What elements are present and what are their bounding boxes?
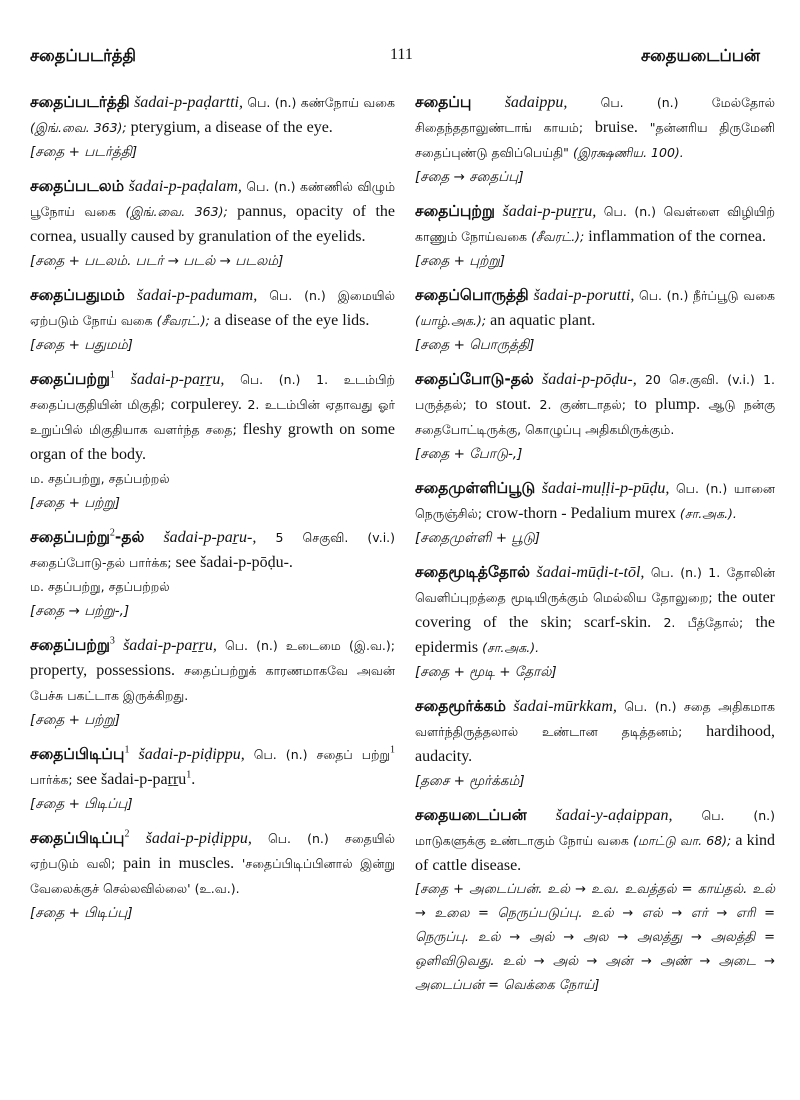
english-gloss: pannus, opacity of the cornea, usually caused by granulation of the eyelids. <box>30 203 395 245</box>
tamil-gloss: இமையில் ஏற்படும் நோய் வகை <box>30 288 396 328</box>
dictionary-entry <box>415 476 775 551</box>
tamil-gloss: சிதைந்ததாலுண்டாங் காயம்; <box>415 120 584 135</box>
english-gloss: an aquatic plant. <box>490 312 596 329</box>
transliteration: šadai-p-paḍalam, <box>128 178 242 195</box>
etymology: [சதை + பிடிப்பு] <box>30 796 133 812</box>
right-column <box>415 90 775 1007</box>
english-gloss: property, possessions. <box>30 662 175 679</box>
dictionary-entry <box>30 633 395 733</box>
etymology: [தசை + மூர்க்கம்] <box>415 773 525 789</box>
sense-1-tamil: 1. உடம்பிற் சதைப்பகுதியின் மிகுதி; <box>30 372 395 412</box>
etymology: [சதை + பதுமம்] <box>30 337 133 353</box>
sense-2-tamil: 2. பீத்தோல்; <box>663 615 744 630</box>
etymology: [சதை + பொருத்தி] <box>415 337 535 353</box>
headword: சதைப்படர்த்தி <box>30 93 130 111</box>
english-gloss: inflammation of the cornea. <box>588 228 766 245</box>
headword: சதைப்பிடிப்பு <box>30 829 125 847</box>
dictionary-entry <box>30 525 395 624</box>
english-gloss: crow-thorn - Pedalium murex <box>486 505 676 522</box>
etymology: [சதை → சதைப்பு] <box>415 169 524 185</box>
source-citation: (யாழ்.அக.); <box>415 313 487 328</box>
part-of-speech: பெ. (n.) <box>246 179 296 194</box>
tamil-gloss: மாடுகளுக்கு உண்டாகும் நோய் வகை <box>415 833 629 848</box>
headword: சதைப்பதுமம் <box>30 286 125 304</box>
dictionary-entry <box>415 560 775 685</box>
tamil-gloss: கண்ணில் விழும் பூநோய் வகை <box>30 179 396 219</box>
sense-2-english: the epidermis <box>415 614 776 656</box>
transliteration: šadai-p-paḍartti, <box>134 94 243 111</box>
homonym-number: 1 <box>124 744 130 756</box>
headword: சதைமூர்க்கம் <box>415 697 506 715</box>
gloss-homonym-number: 1 <box>186 769 192 781</box>
transliteration: šadai-p-piḍippu, <box>145 830 252 847</box>
english-gloss: bruise. <box>594 119 638 136</box>
part-of-speech: 20 செ.குவி. (v.i.) <box>644 372 755 387</box>
headword: சதைமூடித்தோல் <box>415 563 531 581</box>
part-of-speech: பெ. (n.) <box>639 288 689 303</box>
etymology: [சதை + புற்று] <box>415 253 505 269</box>
etymology: [சதை + பற்று] <box>30 712 120 728</box>
usage-example: 'சதைப்பிடிப்பினால் இன்று வேலைக்குச் செல்லவில்லை' (உ.வ.). <box>30 856 396 896</box>
sense-1-tamil: 1. தோலின் வெளிப்புறத்தை மூடியிருக்கும் மெல்லிய தோலுறை; <box>415 565 775 605</box>
source-citation: (சா.அக.). <box>482 640 540 655</box>
left-column <box>30 90 395 935</box>
etymology: [சதை + படர்த்தி] <box>30 144 138 160</box>
part-of-speech: பெ. (n.) <box>701 808 776 823</box>
gloss-homonym-number: 1 <box>390 744 396 756</box>
usage-example: சதைப்பற்றுக் காரணமாகவே அவன் பேச்சு பகட்டாக இருக்கிறது. <box>30 663 396 703</box>
headword: சதைப்பற்று <box>30 636 110 654</box>
headword: சதைப்பு <box>415 93 472 111</box>
transliteration: šadai-y-aḍaippan, <box>555 807 673 824</box>
sense-1-english: corpulerey. <box>170 396 242 413</box>
tamil-gloss: சதையில் ஏற்படும் வலி; <box>30 831 396 871</box>
etymology: [சதைமுள்ளி + பூடு] <box>415 530 541 546</box>
transliteration: šadai-p-padumam, <box>136 287 258 304</box>
usage-example: ஆடு நன்கு சதைபோட்டிருக்கு, கொழுப்பு அதிகமிருக்கும். <box>415 397 776 437</box>
etymology: [சதை + பிடிப்பு] <box>30 905 133 921</box>
part-of-speech: பெ. (n.) <box>675 481 728 496</box>
homonym-number: 1 <box>109 369 115 381</box>
source-citation: (சா.அக.). <box>679 506 737 521</box>
transliteration: šadai-p-pōḍu-, <box>542 371 637 388</box>
sense-1-tamil: 1. பருத்தல்; <box>415 372 776 412</box>
transliteration: šadai-p-puṟṟu, <box>502 203 597 220</box>
dictionary-entry <box>30 174 395 274</box>
dictionary-entry <box>415 694 775 794</box>
headword: சதைப்பிடிப்பு <box>30 745 125 763</box>
headword: சதைப்பொருத்தி <box>415 286 529 304</box>
dictionary-entry: சதைப்பிடிப்பு$^1$ šadai-p-piḍippu, பெ. (n.) சதைப் பற்று$^1$ பார்க்க; see šadai-p-paṟṟu$^1$. [சதை + பிடிப்பு] <box>30 742 395 817</box>
transliteration: šadai-mūrkkam, <box>513 698 617 715</box>
part-of-speech: பெ. (n.) <box>267 831 329 846</box>
page-number: 111 <box>390 46 413 63</box>
cognate: ம. சதப்பற்று, சதப்பற்றல் <box>30 579 170 594</box>
etymology: [சதை + அடைப்பன். உல் → உவ. உவத்தல் = காய்தல். உல் → உலை = நெருப்படுப்பு. உல் → எல் → எர் → எரி = நெருப்பு. உல் → அல் → அல → அலத்து → அலத்தி = ஒளிவிடுவது. உல் → அல் → அன் → அண் → அடை → அடைப்பன் = வெக்கை நோய்] <box>415 882 775 993</box>
part-of-speech: பெ. (n.) <box>650 565 702 580</box>
english-gloss: a disease of the eye lids. <box>213 312 370 329</box>
dictionary-entry <box>30 283 395 358</box>
source-citation: (சீவரட்.); <box>531 229 585 244</box>
english-gloss: hardihood, audacity. <box>415 723 776 765</box>
english-gloss: see šadai-p-pōḍu-. <box>175 554 293 571</box>
sense-2-english: fleshy growth on some organ of the body. <box>30 421 396 463</box>
tamil-gloss: நீர்ப்பூடு வகை <box>693 288 776 303</box>
part-of-speech: 5 செகுவி. (v.i.) <box>275 530 396 545</box>
headword: சதைப்பற்று <box>30 370 110 388</box>
homonym-number: 3 <box>109 635 115 647</box>
etymology: [சதை + மூடி + தோல்] <box>415 664 557 680</box>
sense-2-tamil: 2. உடம்பின் ஏதாவது ஓர் உறுப்பில் மிகுதியாக வளர்ந்த சதை; <box>30 397 395 437</box>
english-gloss: a kind of cattle disease. <box>415 832 776 874</box>
source-citation: (மாட்டு வா. 68); <box>633 833 732 848</box>
dictionary-entry <box>30 367 395 516</box>
tamil-gloss-tail: பார்க்க; <box>30 772 73 787</box>
headword: சதைப்போடு-தல் <box>415 370 534 388</box>
literary-quote: "தன்னரிய திருமேனி சதைப்புண்டு தவிப்பெய்தி" <box>415 120 776 160</box>
english-gloss: see šadai-p-paṟṟu <box>76 771 187 788</box>
etymology: [சதை → பற்று-,] <box>30 603 130 619</box>
part-of-speech: பெ. (n.) உடைமை (இ.வ.); <box>224 638 395 653</box>
dictionary-entry <box>30 826 395 926</box>
tamil-gloss: விழியிற் காணும் நோய்வகை <box>415 204 775 244</box>
part-of-speech: பெ. (n.) சதை <box>624 699 711 714</box>
sense-1-english: to stout. <box>475 396 532 413</box>
transliteration: šadai-p-paṟṟu, <box>123 637 217 654</box>
homonym-number: 2 <box>124 828 130 840</box>
source-citation: (இங்.வை. 363); <box>125 204 228 219</box>
running-head <box>30 46 760 70</box>
part-of-speech: பெ. (n.) <box>247 95 297 110</box>
part-of-speech: பெ. (n.) மேல்தோல் <box>600 95 775 110</box>
cognate: ம. சதப்பற்று, சதப்பற்றல் <box>30 471 170 486</box>
etymology: [சதை + படலம். படர் → படல் → படலம்] <box>30 253 284 269</box>
dictionary-entry <box>415 199 775 274</box>
transliteration: šadai-mūḍi-t-tōl, <box>536 564 645 581</box>
tamil-gloss: யானை நெருஞ்சில்; <box>415 481 776 521</box>
tamil-gloss: சதைப்போடு-தல் பார்க்க; <box>30 555 172 570</box>
headword: சதையடைப்பன் <box>415 806 527 824</box>
sense-1-english: the outer covering of the skin; scarf-skin. <box>415 589 776 631</box>
dictionary-entry <box>415 367 775 467</box>
transliteration: šadaippu, <box>504 94 568 111</box>
dictionary-entry <box>415 283 775 358</box>
headword: சதைப்பற்று <box>30 528 110 546</box>
tamil-gloss: அதிகமாக வளர்ந்திருத்தலால் உண்டான தடித்தனம்; <box>415 699 776 739</box>
source-citation: (இரக்ஷணிய. 100). <box>572 145 684 160</box>
english-gloss: pain in muscles. <box>123 855 235 872</box>
header-first-word: சதைப்படர்த்தி <box>30 46 137 65</box>
transliteration: šadai-p-paṟṟu, <box>130 371 225 388</box>
source-citation: (இங்.வை. 363); <box>30 120 127 135</box>
part-of-speech: பெ. (n.) <box>269 288 326 303</box>
etymology: [சதை + போடு-,] <box>415 446 523 462</box>
transliteration: šadai-p-piḍippu, <box>138 746 245 763</box>
tamil-gloss: சதைப் பற்று <box>316 747 391 762</box>
part-of-speech: பெ. (n.) வெள்ளை <box>603 204 720 219</box>
dictionary-entry <box>415 90 775 190</box>
dictionary-entry <box>30 90 395 165</box>
sense-2-tamil: 2. குண்டாதல்; <box>539 397 626 412</box>
homonym-number: 2 <box>109 527 115 539</box>
headword: சதைப்படலம் <box>30 177 125 195</box>
part-of-speech: பெ. (n.) <box>240 372 301 387</box>
transliteration: šadai-p-paṟu-, <box>163 529 257 546</box>
transliteration: šadai-p-porutti, <box>533 287 635 304</box>
source-citation: (சீவரட்.); <box>156 313 210 328</box>
headword: சதைப்புற்று <box>415 202 495 220</box>
tamil-gloss: கண்நோய் வகை <box>300 95 396 110</box>
part-of-speech: பெ. (n.) <box>253 747 308 762</box>
etymology: [சதை + பற்று] <box>30 495 120 511</box>
header-last-word: சதையடைப்பன் <box>641 46 760 65</box>
headword-suffix: -தல் <box>114 528 145 546</box>
transliteration: šadai-muḷḷi-p-pūḍu, <box>541 480 670 497</box>
sense-2-english: to plump. <box>634 396 701 413</box>
english-gloss: pterygium, a disease of the eye. <box>130 119 333 136</box>
headword: சதைமுள்ளிப்பூடு <box>415 479 536 497</box>
dictionary-entry <box>415 803 775 998</box>
